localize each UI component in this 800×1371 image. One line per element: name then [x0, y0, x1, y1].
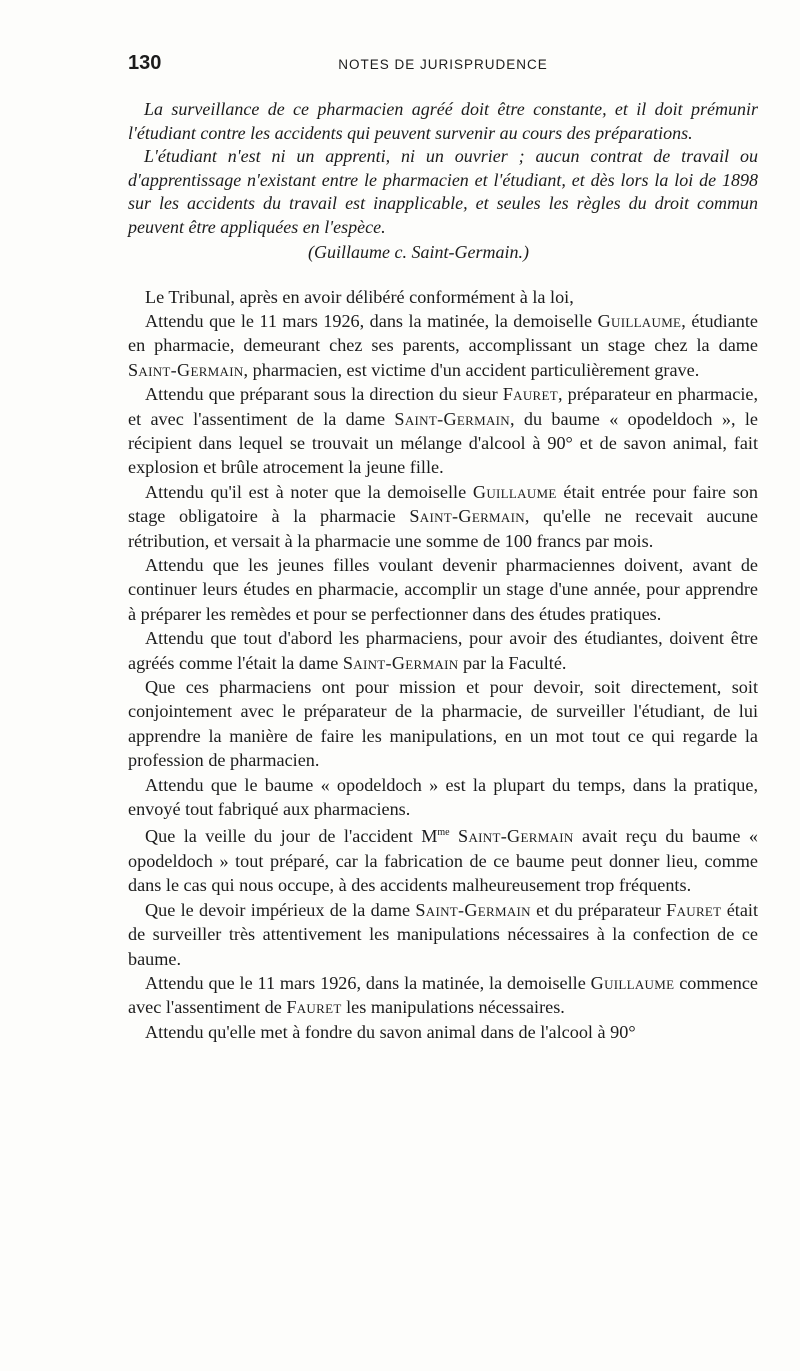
party-name: Saint-Germain — [409, 506, 525, 527]
paragraph: Attendu que tout d'abord les pharmaciens, pour avoir des étudiantes, doivent être agréés comme l'était la dame Saint-Germain par la Faculté. — [128, 628, 758, 673]
party-name: Saint-Germain — [342, 652, 459, 673]
paragraph: Attendu que le 11 mars 1926, dans la matinée, la demoiselle Guillaume commence avec l'assentiment de Fauret les manipulations nécessaires. — [128, 972, 758, 1018]
paragraph: Attendu que préparant sous la direction du sieur Fauret, préparateur en pharmacie, et avec l'assentiment de la dame Saint-Germain, du baume « opodeldoch », le récipient dans lequel se trouvait un mélange d'alcool à 90° et de savon animal, fait explosion et brûle atrocement la jeune fille. — [128, 384, 759, 478]
paragraph: Attendu que les jeunes filles voulant devenir pharmaciennes doivent, avant de continuer leurs études en pharmacie, accomplir un stage d'une année, pour apprendre à préparer les remèdes et pour se perfectionner dans des études pratiques. — [128, 554, 758, 624]
summary-paragraph: L'étudiant n'est ni un apprenti, ni un ouvrier ; aucun contrat de travail ou d'apprentissage n'existant entre le pharmacien et l'étudiant, et dès lors la loi de 1898 sur les accidents du travail est inapplicable, et seules les règles du droit commun peuvent être appliquées en l'espèce. — [128, 146, 758, 237]
paragraph-tribunal: Le Tribunal, après en avoir délibéré conformément à la loi, — [145, 286, 574, 307]
paragraph: Attendu que le baume « opodeldoch » est la plupart du temps, dans la pratique, envoyé tout fabriqué aux pharmaciens. — [128, 774, 758, 820]
running-title: NOTES DE JURISPRUDENCE — [338, 57, 548, 72]
judgment-text — [128, 285, 758, 1045]
paragraph: Que le devoir impérieux de la dame Saint-Germain et du préparateur Fauret était de surveiller très attentivement les manipulations nécessaires à la confection de ce baume. — [128, 899, 759, 969]
paragraph: Que ces pharmaciens ont pour mission et pour devoir, soit directement, soit conjointement avec le préparateur de la pharmacie, de surveiller l'étudiant, de lui apprendre la manière de faire les manipulations, en un mot tout ce qui regarde la profession de pharmacien. — [128, 677, 758, 771]
party-name: Fauret — [286, 997, 342, 1018]
party-name: Saint-Germain — [394, 408, 510, 429]
paragraph: Attendu que le 11 mars 1926, dans la matinée, la demoiselle Guillaume, étudiante en pharmacie, demeurant chez ses parents, accomplissant un stage chez la dame Saint-Germain, pharmacien, est victime d'un accident particulièrement grave. — [128, 310, 758, 380]
party-name: Saint-Germain — [458, 826, 574, 847]
case-summary — [128, 98, 758, 265]
party-name: Fauret — [502, 384, 558, 405]
book-page — [128, 52, 758, 1044]
party-name: Fauret — [666, 899, 722, 920]
party-name: Saint-Germain — [415, 899, 531, 920]
paragraph: Que la veille du jour de l'accident $M^{me}$ Saint-Germain avait reçu du baume « opodeldoch » tout préparé, car la fabrication de ce baume peut donner lieu, comme dans le cas qui nous occupe, à des accidents malheureusement trop fréquents. — [128, 826, 758, 896]
party-name: Guillaume — [597, 310, 682, 331]
party-name: Guillaume — [472, 481, 557, 502]
party-name: Guillaume — [590, 972, 675, 993]
case-citation: (Guillaume c. Saint-Germain.) — [308, 242, 529, 262]
running-head — [128, 52, 758, 82]
summary-paragraph: La surveillance de ce pharmacien agréé doit être constante, et il doit prémunir l'étudiant contre les accidents qui peuvent survenir au cours des préparations. — [128, 99, 758, 143]
party-name: Saint-Germain — [128, 359, 244, 380]
paragraph: Attendu qu'elle met à fondre du savon animal dans de l'alcool à 90° — [145, 1021, 636, 1042]
paragraph: Attendu qu'il est à noter que la demoiselle Guillaume était entrée pour faire son stage obligatoire à la pharmacie Saint-Germain, qu'elle ne recevait aucune rétribution, et versait à la pharmacie une somme de 100 francs par mois. — [128, 481, 758, 551]
page-number: 130 — [128, 52, 162, 74]
